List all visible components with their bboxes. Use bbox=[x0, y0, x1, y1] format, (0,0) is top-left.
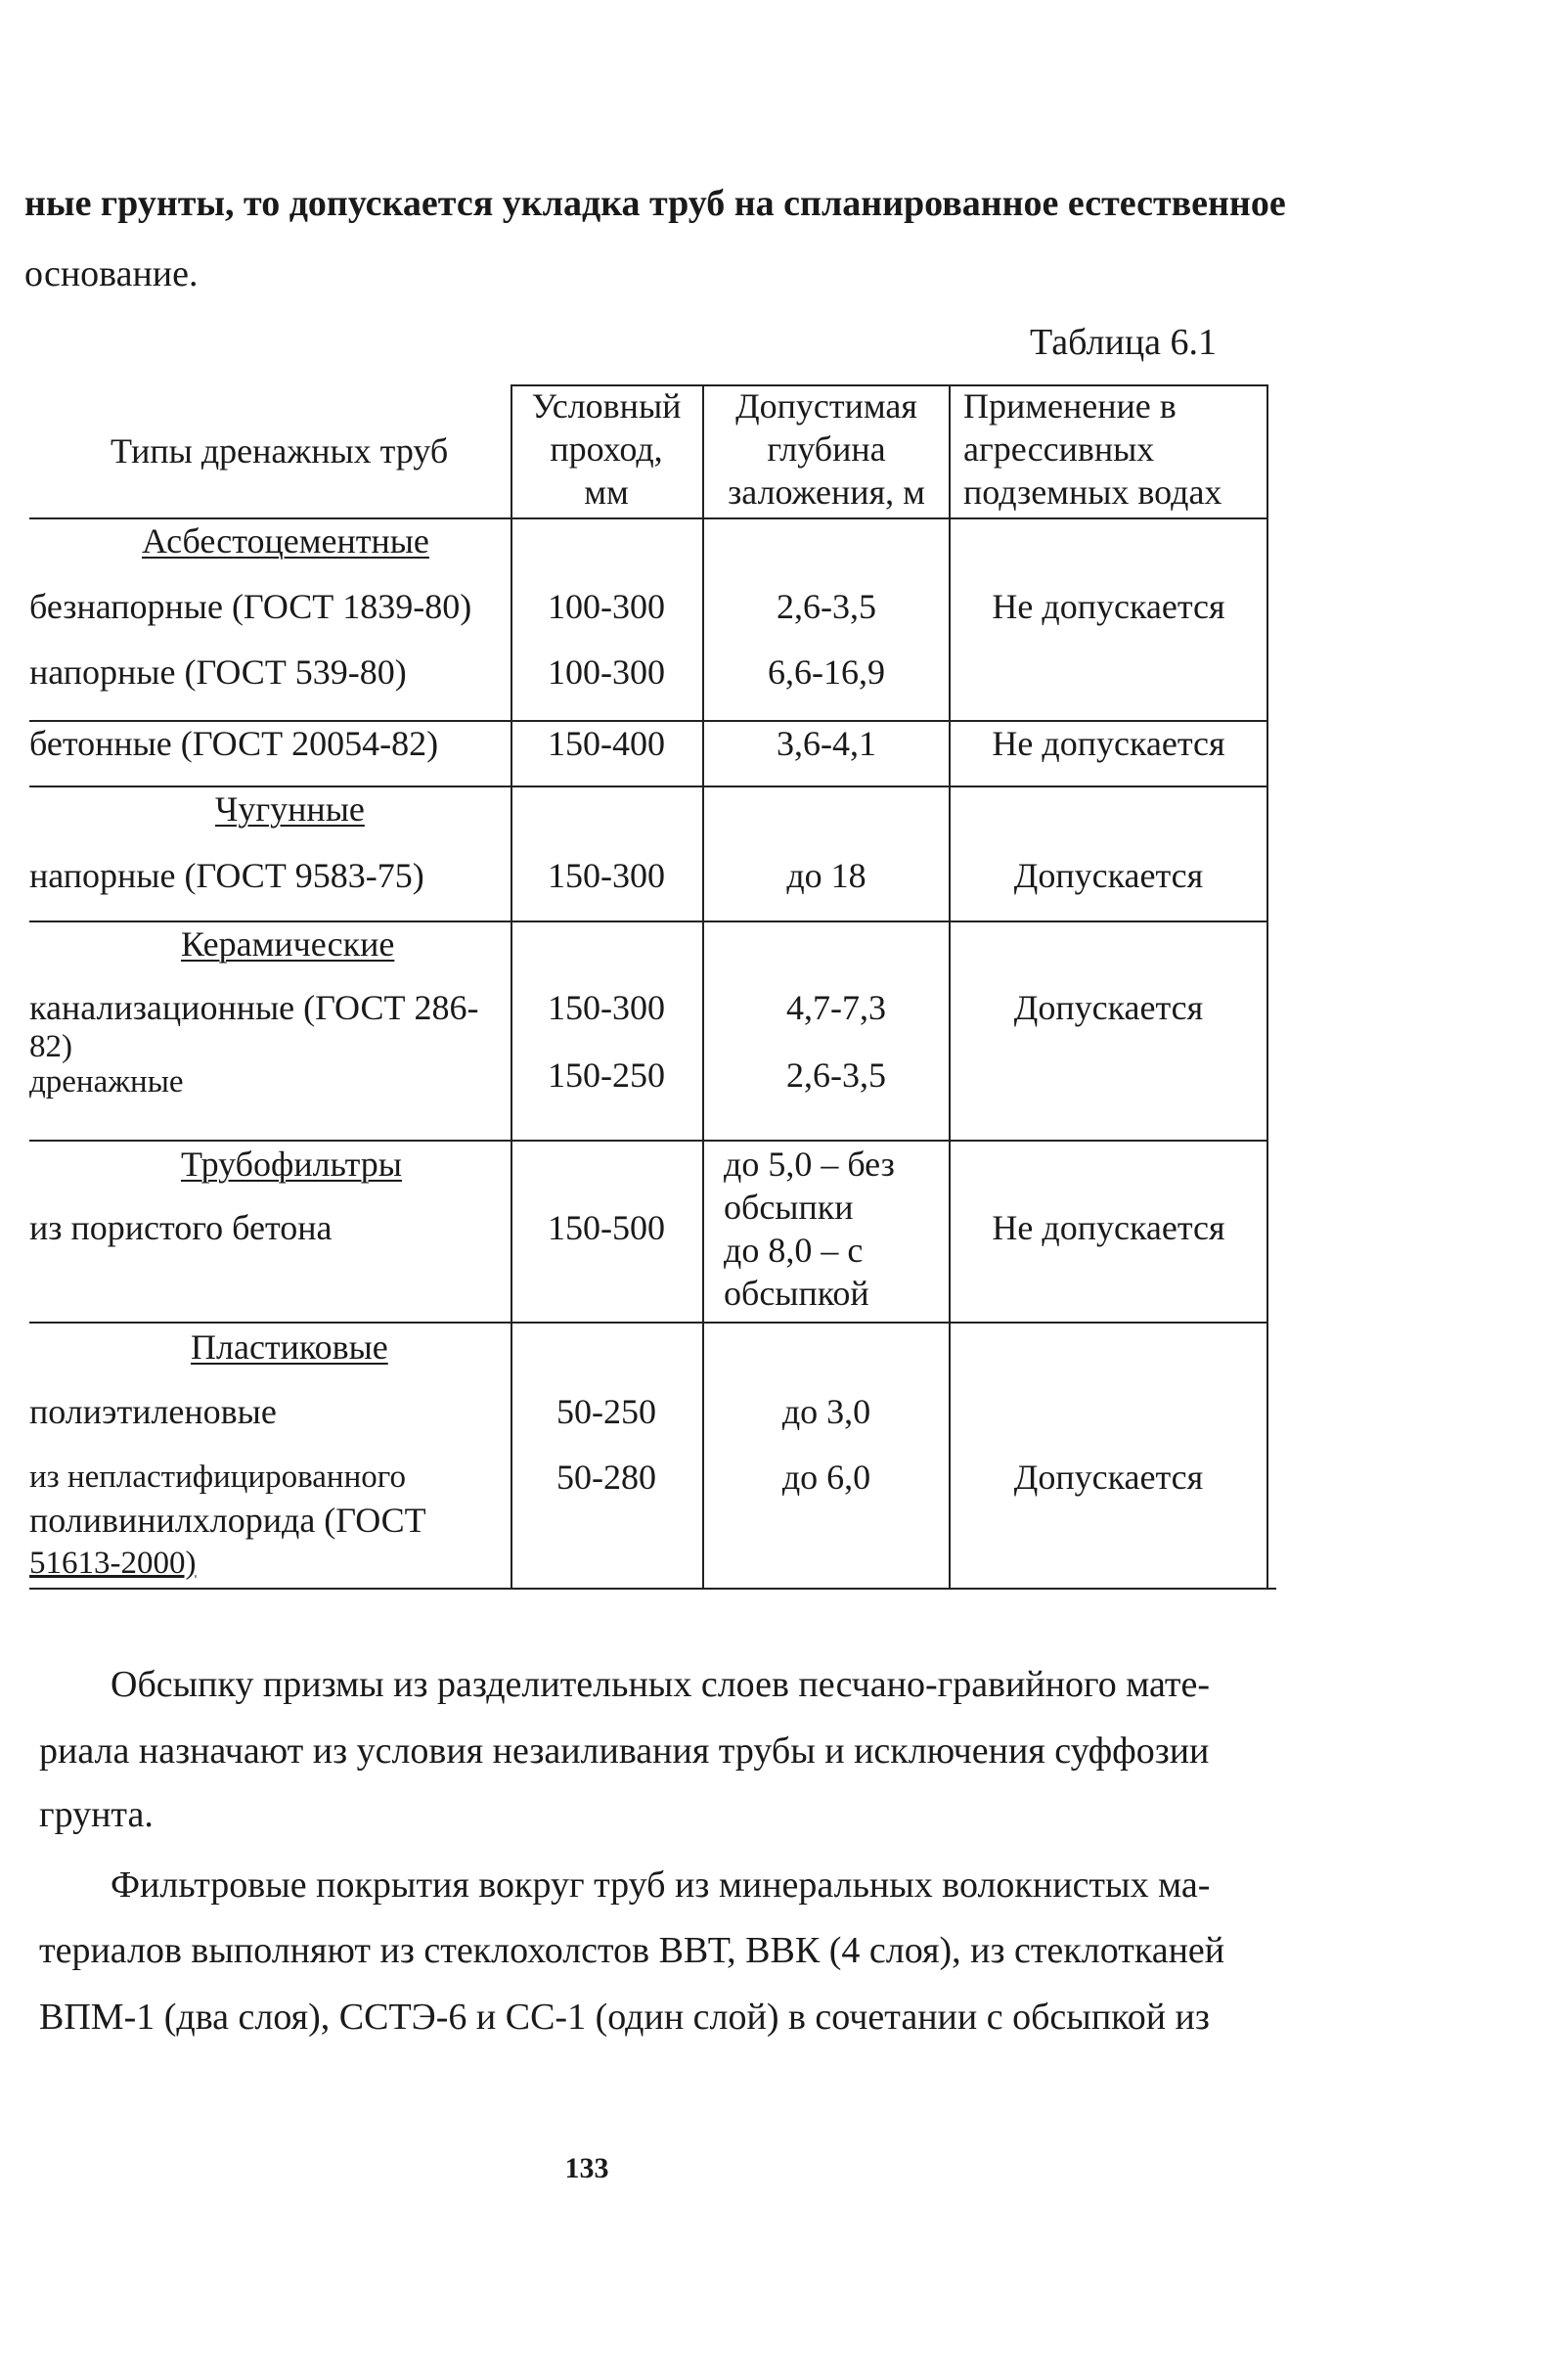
ceramic-diameter-2: 150-250 bbox=[548, 1055, 665, 1095]
paragraph-2-line-3: ВПМ-1 (два слоя), ССТЭ-6 и СС-1 (один слой) в сочетании с обсыпкой из bbox=[39, 1997, 1210, 2038]
asbestos-row1-diameter: 100-300 bbox=[548, 587, 665, 626]
plastic-row2-type bbox=[29, 1456, 426, 1585]
ceramic-type-line-1: канализационные (ГОСТ 286- bbox=[29, 988, 479, 1027]
pipe-filters-depth-line-3: до 8,0 – с bbox=[724, 1231, 864, 1270]
group-title-plastic: Пластиковые bbox=[191, 1327, 388, 1367]
pipe-filters-use: Не допускается bbox=[992, 1208, 1225, 1247]
paragraph-2-line-1: Фильтровые покрытия вокруг труб из минеральных волокнистых ма- bbox=[111, 1864, 1211, 1906]
asbestos-row2-depth: 6,6-16,9 bbox=[768, 652, 885, 692]
intro-line-1: ные грунты, то допускается укладка труб на спланированное естественное bbox=[24, 183, 1286, 224]
ceramic-depth-2: 2,6-3,5 bbox=[786, 1055, 886, 1095]
header-diameter-line-3: мм bbox=[584, 472, 629, 512]
header-diameter-line-1: Условный bbox=[531, 386, 682, 426]
cast-iron-use: Допускается bbox=[1013, 856, 1204, 895]
group-title-cast-iron: Чугунные bbox=[215, 789, 365, 829]
plastic-use: Допускается bbox=[1013, 1458, 1204, 1497]
table-vline-4 bbox=[1266, 384, 1268, 1590]
pipe-filters-depth-line-2: обсыпки bbox=[724, 1188, 854, 1227]
plastic-row2-diameter: 50-280 bbox=[556, 1458, 656, 1497]
paragraph-1-line-2: риала назначают из условия незаиливания трубы и исключения суффозии bbox=[39, 1730, 1210, 1772]
cast-iron-row1-diameter: 150-300 bbox=[548, 856, 665, 895]
concrete-diameter: 150-400 bbox=[548, 724, 665, 763]
header-depth-line-3: заложения, м bbox=[728, 472, 925, 512]
header-aggressive bbox=[963, 384, 1222, 514]
pipe-filters-diameter: 150-500 bbox=[548, 1208, 665, 1247]
paragraph-1-line-1: Обсыпку призмы из разделительных слоев песчано-гравийного мате- bbox=[111, 1664, 1210, 1705]
asbestos-row2-diameter: 100-300 bbox=[548, 652, 665, 692]
header-aggressive-line-1: Применение в bbox=[963, 386, 1177, 426]
header-diameter-line-2: проход, bbox=[550, 429, 663, 469]
plastic-row2-depth: до 6,0 bbox=[781, 1458, 871, 1497]
asbestos-row2-type: напорные (ГОСТ 539-80) bbox=[29, 652, 407, 692]
header-depth-line-1: Допустимая bbox=[735, 386, 917, 426]
header-aggressive-line-2: агрессивных bbox=[963, 429, 1155, 469]
asbestos-row1-depth: 2,6-3,5 bbox=[777, 587, 876, 626]
table-hline-ceramic bbox=[29, 1140, 1268, 1142]
pipe-filters-depth bbox=[724, 1143, 895, 1315]
paragraph-2-line-2: териалов выполняют из стеклохолстов ВВТ, ВВК (4 слоя), из стеклотканей bbox=[39, 1930, 1225, 1971]
header-aggressive-line-3: подземных водах bbox=[963, 472, 1222, 512]
group-title-pipe-filters: Трубофильтры bbox=[181, 1145, 402, 1184]
ceramic-type-line-3: дренажные bbox=[29, 1064, 184, 1100]
group-title-asbestos: Асбестоцементные bbox=[142, 521, 429, 561]
ceramic-type-line-2: 82) bbox=[29, 1029, 72, 1064]
group-title-ceramic: Керамические bbox=[181, 924, 395, 964]
header-depth-line-2: глубина bbox=[767, 429, 886, 469]
header-diameter bbox=[511, 384, 702, 514]
plastic-row2-type-line-2: поливинилхлорида (ГОСТ bbox=[29, 1501, 426, 1540]
paragraph-1-line-3: грунта. bbox=[39, 1794, 154, 1835]
asbestos-use: Не допускается bbox=[992, 587, 1225, 626]
table-hline-filters bbox=[29, 1322, 1268, 1324]
plastic-row1-depth: до 3,0 bbox=[781, 1392, 871, 1431]
header-type: Типы дренажных труб bbox=[111, 431, 449, 471]
concrete-type: бетонные (ГОСТ 20054-82) bbox=[29, 724, 439, 763]
drainage-pipes-table bbox=[29, 384, 1276, 1590]
asbestos-row1-type: безнапорные (ГОСТ 1839-80) bbox=[29, 587, 472, 626]
page-number: 133 bbox=[564, 2152, 609, 2184]
plastic-row1-type: полиэтиленовые bbox=[29, 1392, 277, 1431]
ceramic-diameter-1: 150-300 bbox=[548, 988, 665, 1027]
table-caption: Таблица 6.1 bbox=[1030, 322, 1218, 363]
pipe-filters-type: из пористого бетона bbox=[29, 1208, 333, 1247]
ceramic-depth-1: 4,7-7,3 bbox=[786, 988, 886, 1027]
ceramic-use: Допускается bbox=[1013, 988, 1204, 1027]
cast-iron-row1-depth: до 18 bbox=[786, 856, 866, 895]
pipe-filters-depth-line-1: до 5,0 – без bbox=[724, 1145, 895, 1184]
pipe-filters-depth-line-4: обсыпкой bbox=[724, 1274, 869, 1313]
plastic-row2-type-line-1: из непластифицированного bbox=[29, 1459, 406, 1495]
table-hline-bottom bbox=[29, 1588, 1276, 1590]
header-depth bbox=[704, 384, 949, 514]
plastic-row2-type-line-3: 51613-2000) bbox=[29, 1546, 197, 1581]
concrete-depth: 3,6-4,1 bbox=[777, 724, 876, 763]
plastic-row1-diameter: 50-250 bbox=[556, 1392, 656, 1431]
intro-line-2: основание. bbox=[24, 253, 199, 294]
ceramic-type bbox=[29, 986, 478, 1100]
cast-iron-row1-type: напорные (ГОСТ 9583-75) bbox=[29, 856, 424, 895]
concrete-use: Не допускается bbox=[992, 724, 1225, 763]
